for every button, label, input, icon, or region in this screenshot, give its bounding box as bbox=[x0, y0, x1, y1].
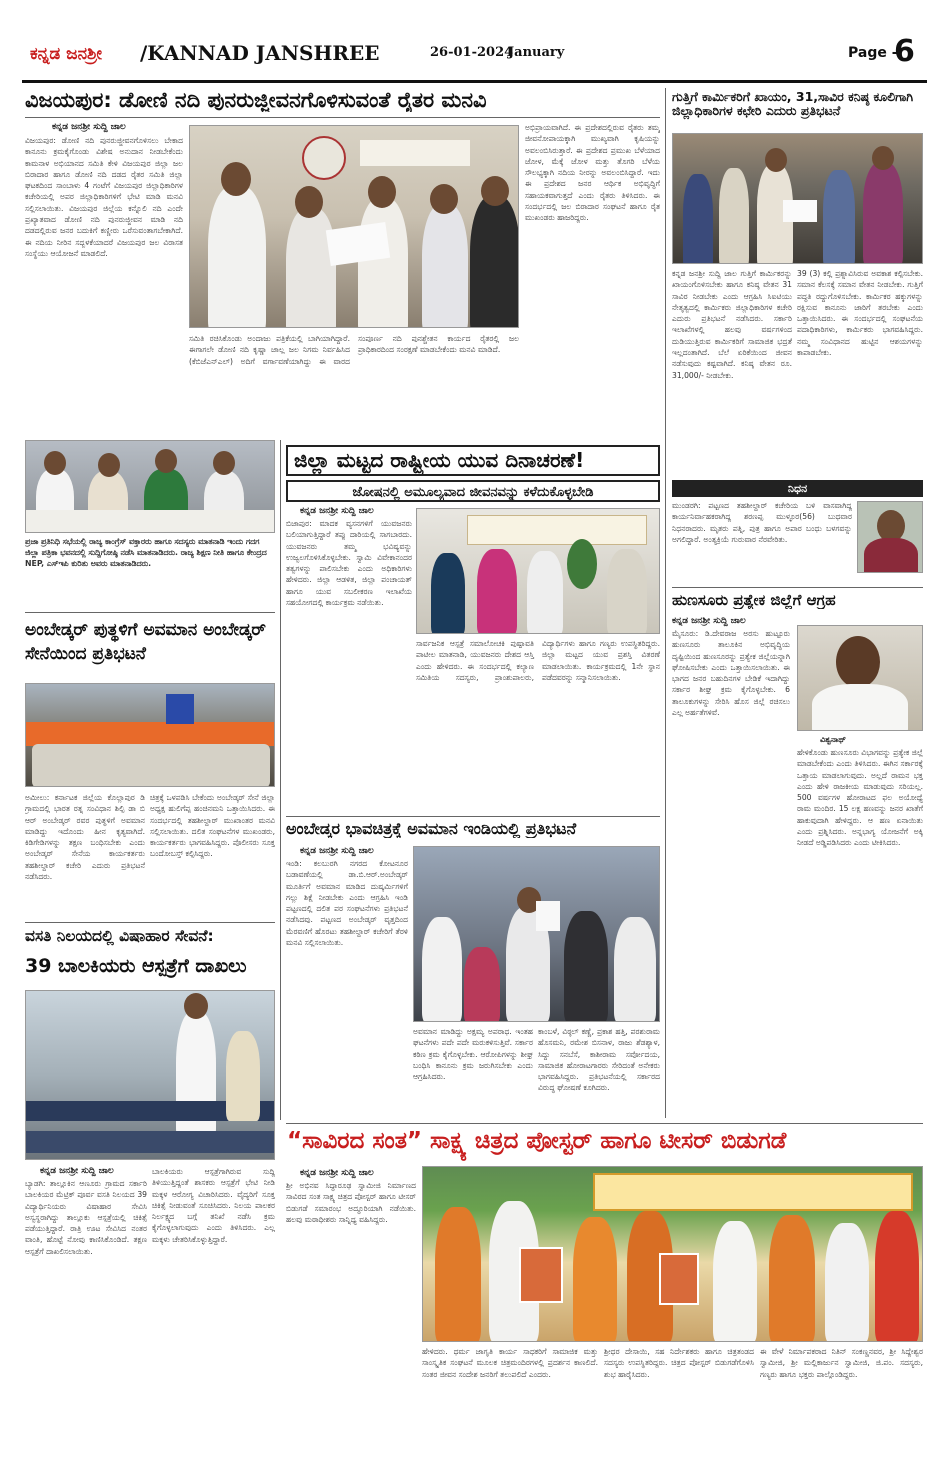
protest-banner bbox=[26, 722, 275, 746]
person-figure bbox=[477, 549, 517, 634]
hostel-body-left: ಬ್ಯಾಡಗಿ: ತಾಲ್ಲೂಕಿನ ಆಣೂರು ಗ್ರಾಮದ ಸರ್ಕಾರಿ ಬಾಲಕಿಯರ ಮೆಟ್ರಿಕ್ ಪೂರ್ವ ವಸತಿ ನಿಲಯದ 39 ವಿದ್ಯಾರ್ಥಿನಿಯರು ವಿಷಾಹಾರ ಸೇವಿಸಿ ಅಸ್ವಸ್ಥರಾಗಿದ್ದು ತಾಲ್ಲೂಕು ಆಸ್ಪತ್ರೆಯಲ್ಲಿ ಚಿಕಿತ್ಸೆ ಪಡೆಯುತ್ತಿದ್ದಾರೆ. ರಾತ್ರಿ ಊಟ ಸೇವಿಸಿದ ನಂತರ ವಾಂತಿ, ಹೊಟ್ಟೆ ನೋವು ಕಾಣಿಸಿಕೊಂಡಿದೆ. ತಕ್ಷಣ ಆಸ್ಪತ್ರೆಗೆ ದಾಖಲಿಸಲಾಯಿತು. bbox=[25, 1179, 147, 1256]
plant-sapling bbox=[567, 539, 597, 589]
hunsur-photo bbox=[797, 625, 923, 731]
hostel-byline: ಕನ್ನಡ ಜನಶ್ರೀ ಸುದ್ದಿ ಜಾಲ bbox=[40, 1166, 114, 1176]
person-figure bbox=[464, 947, 500, 1022]
column-divider bbox=[665, 88, 666, 1118]
person-figure bbox=[812, 684, 908, 731]
ambedkar-insult-photo bbox=[25, 683, 275, 787]
masthead bbox=[22, 34, 927, 80]
person-figure bbox=[527, 551, 563, 634]
ambedkar-insult-body-left: ಅಮೀಲು: ಕರ್ನಾಟಕ ಜಿಲ್ಲೆಯ ಕೊಲ್ಲಾಪುರ ಡಿ ಗ್ರಾಮದಲ್ಲಿ ಭಾರತ ರತ್ನ ಸಂವಿಧಾನ ಶಿಲ್ಪಿ ಡಾ ಬಿ ಆರ್ ಅಂಬೇಡ್ಕರ್ ರವರ ಪುತ್ಥಳಿಗೆ ಅವಮಾನ ಮಾಡಿದ್ದು ಇದೊಂದು ಹೀನ ಕೃತ್ಯವಾಗಿದೆ. ಕಿಡಿಗೇಡಿಗಳನ್ನು ತಕ್ಷಣ ಬಂಧಿಸಬೇಕು ಎಂದು ಅಂಬೇಡ್ಕರ್ ಸೇನೆಯ ಕಾರ್ಯಕರ್ತರು ತಹಶೀಲ್ದಾರ್ ಕಚೇರಿ ಎದುರು ಪ್ರತಿಭಟನೆ ನಡೆಸಿದರು. bbox=[25, 793, 145, 882]
vijayapura-byline: ಕನ್ನಡ ಜನಶ್ರೀ ಸುದ್ದಿ ಜಾಲ bbox=[52, 122, 126, 132]
hunsur-byline: ಕನ್ನಡ ಜನಶ್ರೀ ಸುದ್ದಿ ಜಾಲ bbox=[672, 616, 746, 626]
blue-flag bbox=[166, 694, 194, 724]
headline-rule bbox=[25, 117, 660, 118]
person-head bbox=[430, 184, 458, 214]
person-head bbox=[98, 453, 120, 477]
youth-day-headline: ಜಿಲ್ಲಾ ಮಟ್ಟದ ರಾಷ್ಟ್ರೀಯ ಯುವ ದಿನಾಚರಣೆ! bbox=[286, 445, 660, 476]
saint-figure bbox=[769, 1215, 815, 1342]
section-rule bbox=[25, 612, 275, 613]
person-figure bbox=[208, 186, 266, 328]
person-figure bbox=[683, 174, 713, 264]
person-figure bbox=[422, 917, 462, 1022]
column-divider bbox=[280, 440, 281, 1120]
saint-figure bbox=[875, 1211, 919, 1342]
ambedkar-india-headline: ಅಂಬೇಡ್ಕರ ಭಾವಚಿತ್ರಕ್ಕೆ ಅವಮಾನ ಇಂಡಿಯಲ್ಲಿ ಪ್ರತಿಭಟನೆ bbox=[286, 820, 577, 838]
ambedkar-india-body-mid: ಅವಮಾನ ಮಾಡಿದ್ದು ಅಕ್ಷಮ್ಯ ಅಪರಾಧ. ಇಂತಹ ಘಟನೆಗಳು ಪದೇ ಪದೇ ಮರುಕಳಿಸುತ್ತಿವೆ. ಸರ್ಕಾರ ಕಠಿಣ ಕ್ರಮ ಕೈಗೊಳ್ಳಬೇಕು. ಆರೋಪಿಗಳನ್ನು ಶೀಘ್ರ ಬಂಧಿಸಿ ಕಾನೂನು ಕ್ರಮ ಜರುಗಿಸಬೇಕು ಎಂದು ಆಗ್ರಹಿಸಿದರು. bbox=[413, 1027, 533, 1082]
saint-figure bbox=[435, 1207, 481, 1342]
saint-figure bbox=[573, 1217, 617, 1342]
masthead-rule bbox=[22, 80, 927, 83]
vijayapura-body-right: ಅಭಿಪ್ರಾಯವಾಗಿದೆ. ಈ ಪ್ರದೇಶದಲ್ಲಿರುವ ರೈತರು ತಮ್ಮ ಜೀವನೋಪಾಯಕ್ಕಾಗಿ ಮುಖ್ಯವಾಗಿ ಕೃಷಿಯನ್ನು ಅವಲಂಬಿಸಿರುತ್ತಾರೆ. ಈ ಪ್ರದೇಶದ ಪ್ರಮುಖ ಬೆಳೆಯಾದ ಜೋಳ, ಮೆಕ್ಕೆ ಜೋಳ ಮತ್ತು ತೊಗರಿ ಬೆಳೆಯ ಸೌಲಭ್ಯಕ್ಕಾಗಿ ನದಿಯ ನೀರನ್ನು ಅವಲಂಬಿಸಿದ್ದಾರೆ. ಇದು ಈ ಪ್ರದೇಶದ ಜನರ ಆರ್ಥಿಕ ಅಭಿವೃದ್ಧಿಗೆ ಸಹಾಯಕವಾಗುತ್ತದೆ ಎಂದು ರೈತರು ತಿಳಿಸಿದರು. ಈ ಸಂದರ್ಭದಲ್ಲಿ ಜಲ ಬಿರಾದಾರ ಸಂಘಟನೆ ಹಾಗೂ ರೈತ ಮುಖಂಡರು ಹಾಜರಿದ್ದರು. bbox=[525, 123, 660, 223]
person-figure bbox=[422, 204, 468, 328]
person-head bbox=[44, 451, 66, 475]
workers-body-right: 39 (3) ಕಲ್ಲಿ ಪ್ರಶ್ನಾವಿಸಿರುವ ಅವಕಾಶ ಕಲ್ಪಿಸಬೇಕು. ಸಮಾನ ಕೆಲಸಕ್ಕೆ ಸಮಾನ ವೇತನ ನೀಡಬೇಕು. ಗುತ್ತಿಗೆ ಪದ್ಧತಿ ರದ್ದುಗೊಳಿಸಬೇಕು. ಕಾರ್ಮಿಕರ ಹಕ್ಕುಗಳನ್ನು ರಕ್ಷಿಸುವ ಕಾನೂನು ಜಾರಿಗೆ ತರಬೇಕು ಎಂದು ಒತ್ತಾಯಿಸಿದರು. ಈ ಸಂದರ್ಭದಲ್ಲಿ ಸಂಘಟನೆಯ ಪದಾಧಿಕಾರಿಗಳು, ಕಾರ್ಮಿಕರು ಭಾಗವಹಿಸಿದ್ದರು. ನಮ್ಮ ಸಂವಿಧಾನದ ಹುಟ್ಟಿನ ಆಶಯಗಳನ್ನು ಕಾಪಾಡಬೇಕು. bbox=[797, 269, 923, 358]
person-head bbox=[295, 186, 323, 218]
person-head bbox=[481, 176, 509, 206]
person-figure bbox=[614, 917, 656, 1022]
vijayapura-body-left: ವಿಜಯಪುರ: ಡೋಣಿ ನದಿ ಪುನರುಜ್ಜೀವನಗೊಳಿಸಲು ಬೇಕಾದ ಕಾನೂನು ಕ್ರಮಕೈಗೊಂಡು ವಿಶೇಷ ಅನುದಾನ ನೀಡಬೇಕೆಂದು ಕಾಮನಾಳ ಅಭಿಯಾನದ ಸಮಿತಿ ಕೇಳಿ ವಿಜಯಪುರ ಜಿಲ್ಲಾ ಜಲ ಬಿರಾದಾರ ಹಾಗೂ ಡೋಣಿ ನದಿ ದಡದ ರೈತರ ಸಮಿತಿ ಜಿಲ್ಲಾ ಘಟಕದಿಂದ ಸಾಂಬಾಳು 4 ಗಂಟೆಗೆ ವಿಜಯಪುರ ಜಿಲ್ಲಾಧಿಕಾರಿಗಳ ಕಚೇರಿಯಲ್ಲಿ ಅಪರ ಜಿಲ್ಲಾಧಿಕಾರಿಗಳಿಗೆ ಭೇಟಿ ಮಾಡಿ ಮನವಿ ಸಲ್ಲಿಸಲಾಯಿತು. ವಿಜಯಪುರ ಜಿಲ್ಲೆಯ ಕನ್ನೊಲಿ ನದಿ ಎಂದೇ ಪ್ರಖ್ಯಾತವಾದ ಡೋಣಿ ನದಿ ಪುನರುಜ್ಜೀವನ ಮಾಡಿ ನದಿ ದಡದಲ್ಲಿರುವ ಜನರ ಬದುಕಿಗೆ ಕಣ್ಣೀರು ಒರೆಸುವಂತಾಗಬೇಕಾಗಿದೆ. ಈ ನದಿಯ ನೀರಿನ ಸದ್ಬಳಕೆಯಾದರೆ ವಿಜಯಪುರ ಜಲ ವಿರಾಸತ ಸಂಸ್ಥೆಯು ಆಯೋಜನೆ ಮಾಡಲಿದೆ. bbox=[25, 136, 183, 258]
hospital-bed bbox=[26, 1131, 275, 1153]
saint-headline: “ಸಾವಿರದ ಸಂತ” ಸಾಕ್ಷ್ಯ ಚಿತ್ರದ ಪೋಸ್ಟರ್ ಹಾಗೂ ಟೀಸರ್ ಬಿಡುಗಡೆ bbox=[287, 1128, 787, 1154]
obituary-photo bbox=[857, 501, 923, 573]
ambedkar-india-photo bbox=[413, 846, 660, 1022]
person-head bbox=[368, 176, 396, 208]
workers-headline: ಗುತ್ತಿಗೆ ಕಾರ್ಮಿಕರಿಗೆ ಖಾಯಂ, 31,ಸಾವಿರ ಕನಿಷ್ಠ ಕೂಲಿಗಾಗಿ ಜಿಲ್ಲಾಧಿಕಾರಿಗಳ ಕಛೇರಿ ಎದುರು ಪ್ರತಿಭಟನೆ bbox=[672, 89, 914, 119]
ambedkar-india-byline: ಕನ್ನಡ ಜನಶ್ರೀ ಸುದ್ದಿ ಜಾಲ bbox=[300, 846, 374, 856]
hostel-photo bbox=[25, 990, 275, 1160]
page-label: Page - bbox=[848, 45, 898, 61]
workers-photo bbox=[672, 133, 923, 264]
page-number: 6 bbox=[894, 34, 915, 69]
congress-photo bbox=[25, 440, 275, 533]
saint-body-2: ಹೇಳಿದರು. ಧರ್ಮ ಜಾಗೃತಿ ಕಾರ್ಯ ಸಾಧಕರಿಗೆ ಸಾಮಾಜಿಕ ಮತ್ತು ಸಾಂಸ್ಕೃತಿಕ ಸಂಘಟನೆ ಮೂಲಕ ಚಿತ್ರಮಂದಿರಗಳಲ್ಲಿ ಪ್ರದರ್ಶನ ಕಾಣಲಿದೆ. ಸಂತರ ಜೀವನ ಸಂದೇಶ ಜನರಿಗೆ ತಲುಪಲಿದೆ ಎಂದರು. bbox=[422, 1347, 598, 1379]
youth-day-body-left: ಬಿಜಾಪುರ: ಮಾದಕ ವ್ಯಸನಗಳಿಗೆ ಯುವಜನರು ಬಲಿಯಾಗುತ್ತಿದ್ದಾರೆ ತಪ್ಪು ದಾರಿಯಲ್ಲಿ ಸಾಗಬಾರದು. ಯುವಜನರು ತಮ್ಮ ಭವಿಷ್ಯವನ್ನು ಉಜ್ವಲಗೊಳಿಸಿಕೊಳ್ಳಬೇಕು. ಸ್ವಾಮಿ ವಿವೇಕಾನಂದರ ತತ್ವಗಳನ್ನು ಪಾಲಿಸಬೇಕು ಎಂದು ಅಧಿಕಾರಿಗಳು ಹೇಳಿದರು. ಜಿಲ್ಲಾ ಆಡಳಿತ, ಜಿಲ್ಲಾ ಪಂಚಾಯತ್ ಹಾಗೂ ಯುವ ಸಬಲೀಕರಣ ಇಲಾಖೆಯ ಸಹಯೋಗದಲ್ಲಿ ಕಾರ್ಯಕ್ರಮ ನಡೆಯಿತು. bbox=[286, 519, 412, 608]
person-figure bbox=[286, 208, 336, 328]
hostel-body-right: ಬಾಲಕಿಯರು ಆಸ್ಪತ್ರೆಗಾಗಿರುವ ಸುದ್ದಿ ತಿಳಿಯುತ್ತಿದ್ದಂತೆ ಶಾಸಕರು ಆಸ್ಪತ್ರೆಗೆ ಭೇಟಿ ನೀಡಿ ಮಕ್ಕಳ ಆರೋಗ್ಯ ವಿಚಾರಿಸಿದರು. ವೈದ್ಯರಿಗೆ ಸೂಕ್ತ ಚಿಕಿತ್ಸೆ ನೀಡುವಂತೆ ಸೂಚಿಸಿದರು. ನಿಲಯ ಪಾಲಕರ ನಿರ್ಲಕ್ಷ್ಯದ ಬಗ್ಗೆ ತನಿಖೆ ನಡೆಸಿ ಕ್ರಮ ಕೈಗೊಳ್ಳಲಾಗುವುದು ಎಂದು ತಿಳಿಸಿದರು. ಎಲ್ಲ ಮಕ್ಕಳು ಚೇತರಿಸಿಕೊಳ್ಳುತ್ತಿದ್ದಾರೆ. bbox=[152, 1167, 275, 1244]
person-head bbox=[221, 162, 251, 196]
person-head bbox=[155, 449, 177, 473]
masthead-english-name: /KANNAD JANSHREE bbox=[140, 41, 380, 65]
vijayapura-body-mid: ಸಮಿತಿ ರಚಿಸಿಕೊಂಡು ಅಂದಾಜು ಪತ್ರಿಕೆಯಲ್ಲಿ ಬಾಗಿಯಾಗಿದ್ದಾರೆ. ಈಗಾಗಲೇ ಡೋಣಿ ನದಿ ಕೃಷ್ಣಾ ಜಾಲ್ಲ ಜಲ ನಿಗಮ ನಿರ್ವಹಿಸಿದ (ಕೆಬಿಜೆಎನ್‌ಎಲ್) ಅದಿಗೆ ವರ್ಗಾವಣೆಯಾಗಿದ್ದು ಈ ವಾರದ ಸಂಪೂರ್ಣ ನದಿ ಪುನಶ್ಚೇತನ ಕಾರ್ಯದ ರೈತರಲ್ಲಿ ಜಲ ಪ್ರಾಧಿಕಾರದಿಂದ ಸಂರಕ್ಷಣೆ ಮಾಡಬೇಕೆಂದು ಮನವಿ ಮಾಡಿದೆ. bbox=[189, 334, 519, 366]
youth-day-subhead: ಜೋಷನಲ್ಲಿ ಅಮೂಲ್ಯವಾದ ಜೀವನವನ್ನು ಕಳೆದುಕೊಳ್ಳಬೇಡಿ bbox=[286, 480, 660, 502]
film-poster bbox=[519, 1247, 563, 1303]
youth-day-byline: ಕನ್ನಡ ಜನಶ್ರೀ ಸುದ್ದಿ ಜಾಲ bbox=[300, 506, 374, 516]
hunsur-body-right: ಹೇಳಿಕೊಂಡು ಹುಣಸೂರು ವಿಭಾಗವನ್ನು ಪ್ರತ್ಯೇಕ ಜಿಲ್ಲೆ ಮಾಡಬೇಕೆಂದು ಎಂದು ತಿಳಿಸಿದರು. ಈಗಿನ ಸರ್ಕಾರಕ್ಕೆ ಒತ್ತಾಯ ಮಾಡಲಾಗುವುದು. ಅಲ್ಲದೆ ರಾಮನ ಭಕ್ತ ಎಂದು ಹೇಳಿ ರಾಜಕೀಯ ಮಾಡುವುದು ಸರಿಯಲ್ಲ. 500 ವರ್ಷಗಳ ಹೋರಾಟದ ಫಲ ಅಯೋಧ್ಯೆ ರಾಮ ಮಂದಿರ. 15 ಲಕ್ಷ ಹಣವನ್ನು ಜನರ ಖಾತೆಗೆ ಹಾಕುವುದಾಗಿ ಹೇಳಿದ್ದರು. ಆ ಹಣ ಏನಾಯಿತು ಎಂದು ಪ್ರಶ್ನಿಸಿದರು. ಅನ್ನಭಾಗ್ಯ ಯೋಜನೆಗೆ ಅಕ್ಕಿ ನೀಡದೆ ಅಡ್ಡಿಪಡಿಸಿದರು ಎಂದು ಟೀಕಿಸಿದರು. bbox=[797, 748, 923, 848]
hunsur-photo-caption: ವಿಶ್ವನಾಥ್ bbox=[820, 735, 847, 744]
ambedkar-insult-headline: ಅಂಬೇಡ್ಕರ್ ಪುತ್ಥಳಿಗೆ ಅವಮಾನ ಅಂಬೇಡ್ಕರ್ ಸೇನೆಯಿಂದ ಪ್ರತಿಭಟನೆ bbox=[25, 620, 266, 664]
person-figure bbox=[823, 170, 855, 264]
hostel-headline-line2: 39 ಬಾಲಕಿಯರು ಆಸ್ಪತ್ರೆಗೆ ದಾಖಲು bbox=[25, 956, 247, 977]
person-figure bbox=[176, 1011, 216, 1141]
press-table bbox=[26, 510, 275, 532]
person-figure bbox=[864, 538, 918, 573]
person-figure bbox=[719, 168, 749, 264]
person-head bbox=[872, 146, 894, 170]
masthead-kannada-name: ಕನ್ನಡ ಜನಶ್ರೀ bbox=[30, 44, 102, 64]
congress-caption: ಪ್ರಜಾ ಪ್ರತಿನಿಧಿ ಸಭೆಯಲ್ಲಿ ರಾಜ್ಯ ಕಾಂಗ್ರೆಸ್ ವಕ್ತಾರರು ಹಾಗೂ ಸದಸ್ಯರು ಮಾತನಾಡಿ ಇಂದು ಗದಗ ಜಿಲ್ಲಾ ಪತ್ರಿಕಾ ಭವನದಲ್ಲಿ ಸುದ್ದಿಗೋಷ್ಠಿ ನಡೆಸಿ ಮಾತನಾಡಿದರು. ರಾಜ್ಯ ಶಿಕ್ಷಣ ನೀತಿ ಹಾಗೂ ಕೇಂದ್ರದ NEP, ಎಸ್‌ಇಪಿ ಕುರಿತು ಅವರು ಮಾತನಾಡಿದರು. bbox=[25, 537, 267, 568]
section-rule bbox=[286, 816, 660, 817]
issue-date: 26-01-2024 bbox=[430, 45, 514, 60]
person-head bbox=[765, 148, 787, 172]
person-head bbox=[213, 451, 235, 475]
person-figure bbox=[470, 196, 519, 328]
stage-banner bbox=[593, 1173, 913, 1211]
saint-body-1: ಶ್ರೀ ಅಭಿನವ ಸಿದ್ಧಾರೂಢ ಸ್ವಾಮೀಜಿ ನಿರ್ಮಾಣದ ಸಾವಿರದ ಸಂತ ಸಾಕ್ಷ್ಯ ಚಿತ್ರದ ಪೋಸ್ಟರ್ ಹಾಗೂ ಟೀಸರ್ ಬಿಡುಗಡೆ ಸಮಾರಂಭ ಅದ್ಧೂರಿಯಾಗಿ ನಡೆಯಿತು. ಹಲವು ಮಠಾಧೀಶರು ಸಾನ್ನಿಧ್ಯ ವಹಿಸಿದ್ದರು. bbox=[286, 1181, 416, 1224]
saint-figure bbox=[825, 1223, 869, 1342]
person-figure bbox=[431, 553, 465, 634]
saint-byline: ಕನ್ನಡ ಜನಶ್ರೀ ಸುದ್ದಿ ಜಾಲ bbox=[300, 1168, 374, 1178]
office-sign bbox=[360, 140, 470, 166]
event-banner bbox=[467, 515, 647, 545]
person-figure bbox=[226, 1031, 260, 1121]
section-rule bbox=[25, 922, 275, 923]
obituary-title: ನಿಧನ bbox=[672, 480, 923, 497]
ambedkar-insult-body-right: ಚಿತ್ರಕ್ಕೆ ಒಳಪಡಿಸಿ ಬೇಕೆಂದು ಅಂಬೇಡ್ಕರ್ ಸೇನೆ ಜಿಲ್ಲಾ ಅಧ್ಯಕ್ಷ ಹುಲಿಗೆಪ್ಪ ಹಂಚಿನಮನಿ ಒತ್ತಾಯಿಸಿದರು. ಈ ಸಂದರ್ಭದಲ್ಲಿ ತಹಶೀಲ್ದಾರ್ ಮುಖಾಂತರ ಮನವಿ ಸಲ್ಲಿಸಲಾಯಿತು. ದಲಿತ ಸಂಘಟನೆಗಳ ಮುಖಂಡರು, ಕಾರ್ಯಕರ್ತರು ಭಾಗವಹಿಸಿದ್ದರು. ಪೊಲೀಸರು ಸೂಕ್ತ ಬಂದೋಬಸ್ತ್ ಕಲ್ಪಿಸಿದ್ದರು. bbox=[150, 793, 275, 859]
memorandum-paper bbox=[536, 901, 560, 931]
vijayapura-photo bbox=[189, 125, 519, 328]
emblem-icon bbox=[302, 136, 346, 180]
workers-body-left: ಕನ್ನಡ ಜನಶ್ರೀ ಸುದ್ದಿ ಜಾಲ ಗುತ್ತಿಗೆ ಕಾರ್ಮಿಕರನ್ನು ಖಾಯಂಗೊಳಿಸಬೇಕು ಹಾಗೂ ಕನಿಷ್ಠ ವೇತನ 31 ಸಾವಿರ ನೀಡಬೇಕು ಎಂದು ಆಗ್ರಹಿಸಿ ಸಿಐಟಿಯು ನೇತೃತ್ವದಲ್ಲಿ ಕಾರ್ಮಿಕರು ಜಿಲ್ಲಾಧಿಕಾರಿಗಳ ಕಚೇರಿ ಎದುರು ಪ್ರತಿಭಟನೆ ನಡೆಸಿದರು. ಸರ್ಕಾರಿ ಇಲಾಖೆಗಳಲ್ಲಿ ಹಲವು ವರ್ಷಗಳಿಂದ ದುಡಿಯುತ್ತಿರುವ ಕಾರ್ಮಿಕರಿಗೆ ಸಾಮಾಜಿಕ ಭದ್ರತೆ ಇಲ್ಲದಂತಾಗಿದೆ. ಬೆಲೆ ಏರಿಕೆಯಿಂದ ಜೀವನ ನಡೆಸುವುದು ಕಷ್ಟವಾಗಿದೆ. ಕನಿಷ್ಠ ವೇತನ ರೂ. 31,000/- ನೀಡಬೇಕು. bbox=[672, 269, 792, 380]
hunsur-headline: ಹುಣಸೂರು ಪ್ರತ್ಯೇಕ ಜಿಲ್ಲೆಗೆ ಆಗ್ರಹ bbox=[672, 592, 836, 609]
saint-body-4: ಈ ವೇಳೆ ನಿರ್ಮಾಪಕರಾದ ನಿತಿನ್ ಸಂಕಣ್ಣನವರ, ಶ್ರೀ ಸಿದ್ದೇಶ್ವರ ಸ್ವಾಮೀಜಿ, ಶ್ರೀ ಮಲ್ಲಿಕಾರ್ಜುನ ಸ್ವಾಮೀಜಿ, ಜಿ.ಪಂ. ಸದಸ್ಯರು, ಗಣ್ಯರು ಹಾಗೂ ಭಕ್ತರು ಪಾಲ್ಗೊಂಡಿದ್ದರು. bbox=[760, 1347, 923, 1379]
youth-day-photo bbox=[416, 508, 660, 634]
section-rule bbox=[672, 587, 923, 588]
person-figure bbox=[564, 911, 608, 1022]
hostel-headline-line1: ವಸತಿ ನಿಲಯದಲ್ಲಿ ವಿಷಾಹಾರ ಸೇವನೆ: bbox=[25, 928, 214, 945]
person-head bbox=[836, 636, 880, 688]
youth-day-body-right: ಸಾರ್ವಜನಿಕ ಆಸ್ಪತ್ರೆ ಸಮಾಲೋಚಕಿ ಪುಷ್ಪಾವತಿ ಪಾಟೀಲ ಮಾತನಾಡಿ, ಯುವಜನರು ದೇಶದ ಆಸ್ತಿ ಎಂದು ಹೇಳಿದರು. ಈ ಸಂದರ್ಭದಲ್ಲಿ ಕಲ್ಯಾಣ ಸಮಿತಿಯ ಸದಸ್ಯರು, ಪ್ರಾಂಶುಪಾಲರು, ವಿದ್ಯಾರ್ಥಿಗಳು ಹಾಗೂ ಗಣ್ಯರು ಉಪಸ್ಥಿತರಿದ್ದರು. ಜಿಲ್ಲಾ ಮಟ್ಟದ ಯುವ ಪ್ರಶಸ್ತಿ ವಿತರಣೆ ಮಾಡಲಾಯಿತು. ಕಾರ್ಯಕ್ರಮದಲ್ಲಿ 1ನೇ ಸ್ಥಾನ ಪಡೆದವರನ್ನು ಸನ್ಮಾನಿಸಲಾಯಿತು. bbox=[416, 639, 660, 682]
section-rule bbox=[286, 1123, 923, 1124]
saint-figure bbox=[713, 1221, 757, 1342]
petition-paper bbox=[783, 200, 817, 222]
hunsur-body-left: ಮೈಸೂರು: ಡಿ.ದೇವರಾಜ ಅರಸು ಹುಟ್ಟೂರು ಹುಣಸೂರು ತಾಲೂಕಿನ ಅಭಿವೃದ್ಧಿಯ ದೃಷ್ಟಿಯಿಂದ ಹುಣಸೂರನ್ನು ಪ್ರತ್ಯೇಕ ಜಿಲ್ಲೆಯನ್ನಾಗಿ ಘೋಷಿಸಬೇಕು ಎಂದು ಒತ್ತಾಯಿಸಲಾಯಿತು. ಈ ಭಾಗದ ಜನರ ಬಹುದಿನಗಳ ಬೇಡಿಕೆ ಇದಾಗಿದ್ದು ಸರ್ಕಾರ ಶೀಘ್ರ ಕ್ರಮ ಕೈಗೊಳ್ಳಬೇಕು. 6 ತಾಲೂಕುಗಳನ್ನು ಸೇರಿಸಿ ಹೊಸ ಜಿಲ್ಲೆ ರಚಿಸಲು ಎಲ್ಲ ಅರ್ಹತೆಗಳಿವೆ. bbox=[672, 629, 790, 718]
obituary-body: ಮುಂಡರಗಿ: ಪಟ್ಟಣದ ತಹಶೀಲ್ದಾರ್ ಕಚೇರಿಯ ಬಳಿ ವಾಸವಾಗಿದ್ದ ಕಾರ್ಯನಿರ್ವಾಹಕರಾಗಿದ್ದ ಶರಣಪ್ಪ ಮುಳ್ಳೂರ(56) ಬುಧವಾರ ನಿಧನರಾದರು. ಮೃತರು ಪತ್ನಿ, ಪುತ್ರ ಹಾಗೂ ಅಪಾರ ಬಂಧು ಬಳಗವನ್ನು ಅಗಲಿದ್ದಾರೆ. ಅಂತ್ಯಕ್ರಿಯೆ ಗುರುವಾರ ನೆರವೇರಿತು. bbox=[672, 501, 852, 544]
person-figure bbox=[607, 549, 647, 634]
saint-body-3: ಶ್ರೀಧರ ದೇಸಾಯಿ, ಸಹ ನಿರ್ದೇಶಕರು ಹಾಗೂ ಚಿತ್ರತಂಡದ ಸದಸ್ಯರು ಉಪಸ್ಥಿತರಿದ್ದರು. ಚಿತ್ರದ ಪೋಸ್ಟರ್ ಬಿಡುಗಡೆಗೊಳಿಸಿ ಶುಭ ಹಾರೈಸಿದರು. bbox=[604, 1347, 754, 1379]
person-figure bbox=[863, 162, 903, 264]
saint-photo bbox=[422, 1166, 923, 1342]
person-head bbox=[184, 993, 208, 1019]
vijayapura-headline: ವಿಜಯಪುರ: ಡೋಣಿ ನದಿ ಪುನರುಜ್ಜೀವನಗೊಳಿಸುವಂತೆ ರೈತರ ಮನವಿ bbox=[25, 88, 487, 112]
person-figure bbox=[358, 198, 408, 328]
ambedkar-india-body-left: ಇಂಡಿ: ಕಲಬುರಗಿ ನಗರದ ಕೋಟನೂರ ಬಡಾವಣೆಯಲ್ಲಿ ಡಾ.ಬಿ.ಆರ್.ಅಂಬೇಡ್ಕರ್ ಮೂರ್ತಿಗೆ ಅವಮಾನ ಮಾಡಿದ ದುಷ್ಕರ್ಮಿಗಳಿಗೆ ಗಲ್ಲು ಶಿಕ್ಷೆ ನೀಡಬೇಕು ಎಂದು ಆಗ್ರಹಿಸಿ ಇಂಡಿ ಪಟ್ಟಣದಲ್ಲಿ ದಲಿತ ಪರ ಸಂಘಟನೆಗಳು ಪ್ರತಿಭಟನೆ ನಡೆಸಿದವು. ಪಟ್ಟಣದ ಅಂಬೇಡ್ಕರ್ ವೃತ್ತದಿಂದ ಮೆರವಣಿಗೆ ಹೊರಟು ತಹಶೀಲ್ದಾರ್ ಕಚೇರಿಗೆ ತೆರಳಿ ಮನವಿ ಸಲ್ಲಿಸಲಾಯಿತು. bbox=[286, 859, 408, 948]
issue-month: January bbox=[508, 45, 565, 60]
ambedkar-india-body-right: ಕಾಂಬಳೆ, ವಿಠ್ಠಲ್ ಕಣ್ಣೆ, ಪ್ರಕಾಶ ಹತ್ತಿ, ಪರಶುರಾಮ ಹೊಸಮನಿ, ರಮೇಶ ಬಿಸನಾಳ, ರಾಜು ಶೆಡಶ್ಯಾಳ, ಸಿದ್ದು ಸನಬೆಸೆ, ಕಾಶೀರಾಮ ಸರ್ವೋದಯ, ಸಾಮಾಜಿಕ ಹೋರಾಟಗಾರರು ಸೇರಿದಂತೆ ಅನೇಕರು ಭಾಗವಹಿಸಿದ್ದರು. ಪ್ರತಿಭಟನೆಯಲ್ಲಿ ಸರ್ಕಾರದ ವಿರುದ್ಧ ಘೋಷಣೆ ಕೂಗಿದರು. bbox=[538, 1027, 660, 1093]
crowd bbox=[32, 744, 270, 787]
film-poster bbox=[659, 1253, 699, 1305]
